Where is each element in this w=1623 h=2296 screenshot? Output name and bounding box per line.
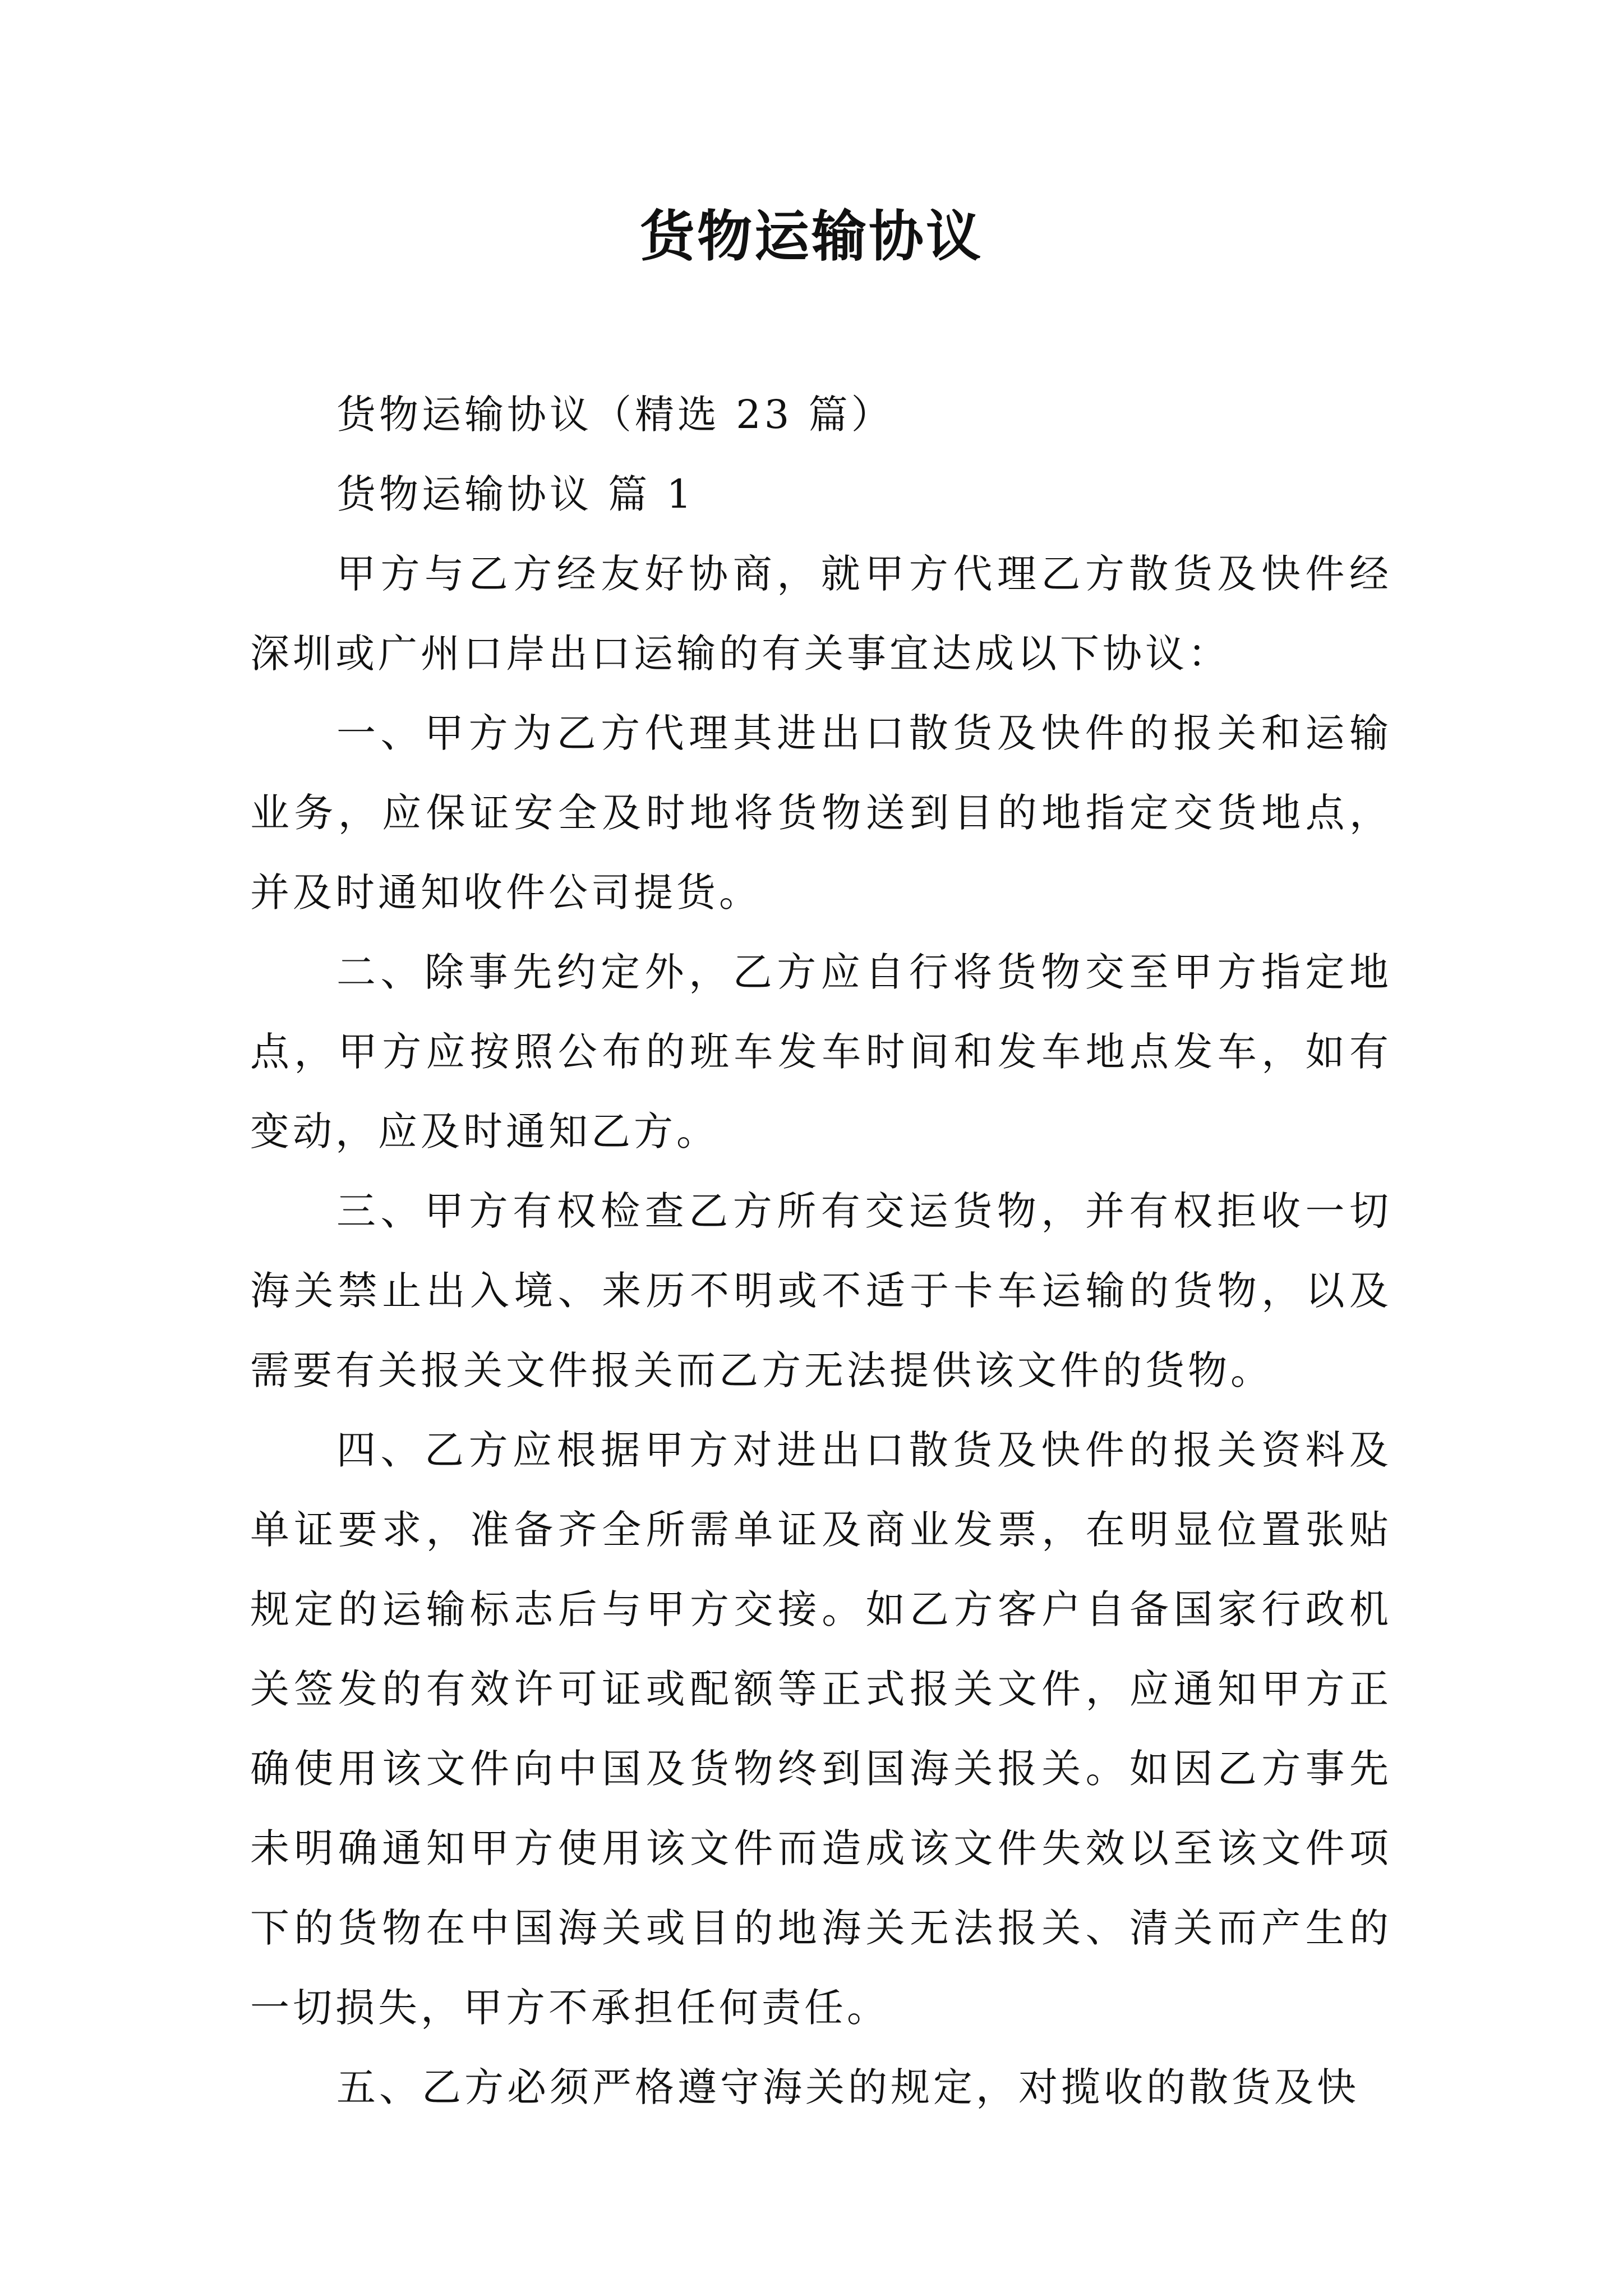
document-body [250, 375, 1392, 2127]
subtitle-paragraph: 货物运输协议（精选 23 篇） [336, 392, 894, 438]
body-paragraph: 三、甲方有权检查乙方所有交运货物，并有权拒收一切海关禁止出入境、来历不明或不适于卡车运输的货物，以及需要有关报关文件报关而乙方无法提供该文件的货物。 [250, 1188, 1392, 1393]
body-paragraph: 一、甲方为乙方代理其进出口散货及快件的报关和运输业务，应保证安全及时地将货物送到目的地指定交货地点，并及时通知收件公司提货。 [250, 710, 1392, 915]
body-paragraph: 甲方与乙方经友好协商，就甲方代理乙方散货及快件经深圳或广州口岸出口运输的有关事宜达成以下协议： [250, 551, 1392, 677]
document-title: 货物运输协议 [639, 205, 983, 269]
body-paragraph: 二、除事先约定外，乙方应自行将货物交至甲方指定地点，甲方应按照公布的班车发车时间和发车地点发车，如有变动，应及时通知乙方。 [250, 949, 1392, 1154]
section-heading: 货物运输协议 篇 1 [336, 471, 695, 517]
body-paragraph: 五、乙方必须严格遵守海关的规定，对揽收的散货及快 [336, 2064, 1359, 2110]
body-paragraph: 四、乙方应根据甲方对进出口散货及快件的报关资料及单证要求，准备齐全所需单证及商业发票，在明显位置张贴规定的运输标志后与甲方交接。如乙方客户自备国家行政机关签发的有效许可证或配额等正式报关文件，应通知甲方正确使用该文件向中国及货物终到国海关报关。如因乙方事先未明确通知甲方使用该文件而造成该文件失效以至该文件项下的货物在中国海关或目的地海关无法报关、清关而产生的一切损失，甲方不承担任何责任。 [250, 1427, 1392, 2031]
